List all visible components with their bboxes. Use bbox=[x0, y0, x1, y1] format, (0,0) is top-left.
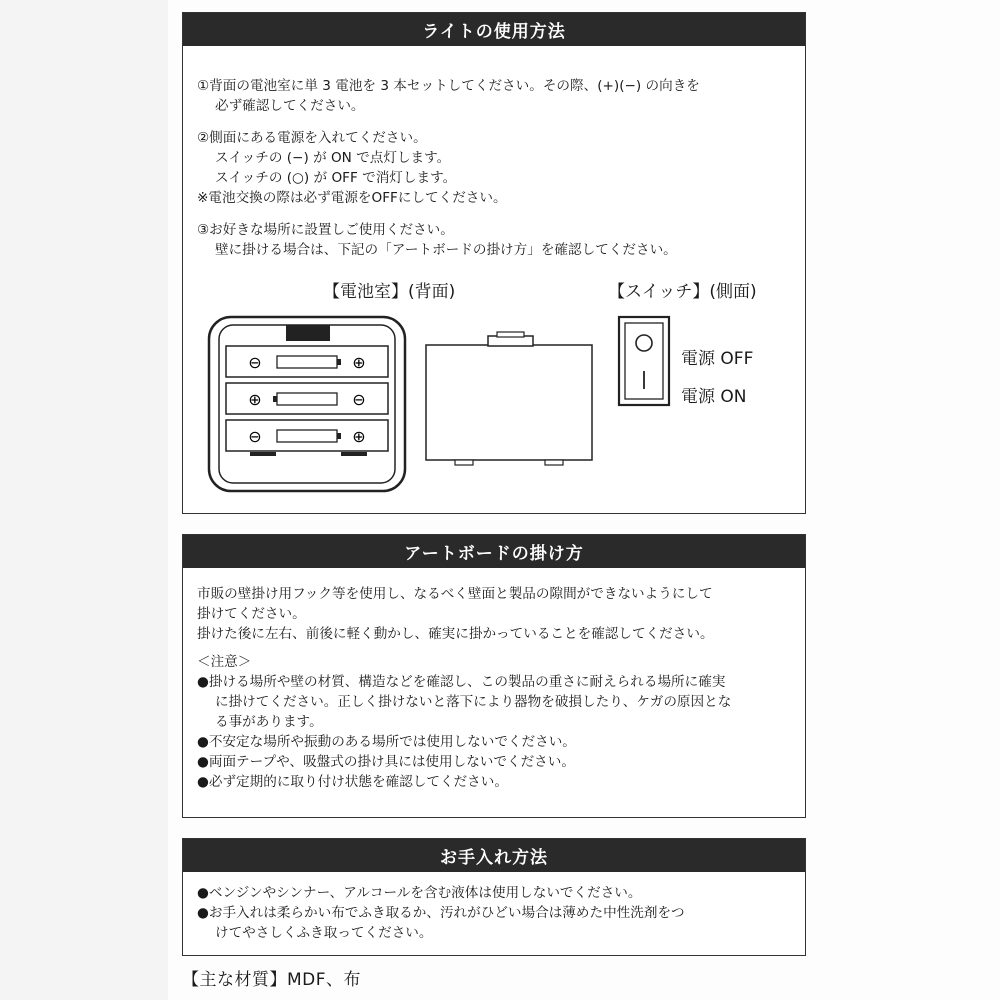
switch-label: 【スイッチ】(側面) bbox=[608, 282, 757, 302]
light-usage-title: ライトの使用方法 bbox=[183, 13, 805, 46]
artboard-hanging-title: アートボードの掛け方 bbox=[183, 535, 805, 568]
artboard-hanging-section bbox=[182, 534, 806, 818]
terminal-sign-row1-left: ⊖ bbox=[248, 353, 262, 372]
care-instructions-title: お手入れ方法 bbox=[183, 839, 805, 872]
caution-item-4: ● 必ず定期的に取り付け状態を確認してください。 bbox=[197, 772, 791, 792]
power-on-label: 電源 ON bbox=[681, 387, 747, 407]
power-off-label: 電源 OFF bbox=[681, 349, 754, 369]
diagram-area bbox=[183, 271, 807, 511]
switch-drawing bbox=[619, 317, 669, 405]
step3-line1: ③お好きな場所に設置しご使用ください。 bbox=[197, 222, 454, 238]
caution-heading: ＜注意＞ bbox=[197, 654, 252, 670]
terminal-sign-row2-right: ⊖ bbox=[352, 390, 366, 409]
caution-item-1-line3: る事があります。 bbox=[215, 714, 323, 730]
light-usage-body bbox=[183, 46, 805, 260]
caution-item-3: ● 両面テープや、吸盤式の掛け具には使用しないでください。 bbox=[197, 752, 791, 772]
caution-item-1-line1: ● 掛ける場所や壁の材質、構造などを確認し、この製品の重さに耐えられる場所に確実 bbox=[197, 672, 791, 692]
battery-note: ※電池交換の際は必ず電源をOFFにしてください。 bbox=[197, 190, 507, 206]
step1-line2: 必ず確認してください。 bbox=[215, 98, 365, 114]
light-side-view-drawing bbox=[426, 332, 592, 465]
step3-line2: 壁に掛ける場合は、下記の「アートボードの掛け方」を確認してください。 bbox=[215, 242, 677, 258]
terminal-sign-row3-left: ⊖ bbox=[248, 427, 262, 446]
terminal-sign-row1-right: ⊕ bbox=[352, 353, 366, 372]
battery-compartment-label: 【電池室】(背面) bbox=[323, 282, 456, 302]
care-item-1: ● ベンジンやシンナー、アルコールを含む液体は使用しないでください。 bbox=[197, 883, 791, 903]
step2-line3: スイッチの (○) が OFF で消灯します。 bbox=[215, 170, 457, 186]
hanging-paragraph-line1: 市販の壁掛け用フック等を使用し、なるべく壁面と製品の隙間ができないようにして bbox=[197, 586, 713, 602]
step2-line2: スイッチの (−) が ON で点灯します。 bbox=[215, 150, 451, 166]
light-usage-section bbox=[182, 12, 806, 514]
caution-item-1-line2: に掛けてください。正しく掛けないと落下により器物を破損したり、ケガの原因とな bbox=[215, 694, 732, 710]
hanging-paragraph-line2: 掛けてください。 bbox=[197, 606, 306, 622]
caution-item-2: ● 不安定な場所や振動のある場所では使用しないでください。 bbox=[197, 732, 791, 752]
artboard-hanging-body bbox=[183, 568, 805, 792]
battery-compartment-drawing bbox=[209, 317, 405, 491]
care-instructions-section bbox=[182, 838, 806, 956]
care-item-2-line2: けてやさしくふき取ってください。 bbox=[215, 925, 433, 941]
terminal-sign-row3-right: ⊕ bbox=[352, 427, 366, 446]
step2-line1: ②側面にある電源を入れてください。 bbox=[197, 130, 427, 146]
care-instructions-body bbox=[183, 872, 805, 943]
care-item-2-line1: ● お手入れは柔らかい布でふき取るか、汚れがひどい場合は薄めた中性洗剤をつ bbox=[197, 903, 791, 923]
terminal-sign-row2-left: ⊕ bbox=[248, 390, 262, 409]
main-material-text: 【主な材質】MDF、布 bbox=[182, 970, 362, 990]
step1-line1: ①背面の電池室に単 3 電池を 3 本セットしてください。その際、(+)(−) の向きを bbox=[197, 78, 700, 94]
hanging-paragraph-line3: 掛けた後に左右、前後に軽く動かし、確実に掛かっていることを確認してください。 bbox=[197, 626, 714, 642]
